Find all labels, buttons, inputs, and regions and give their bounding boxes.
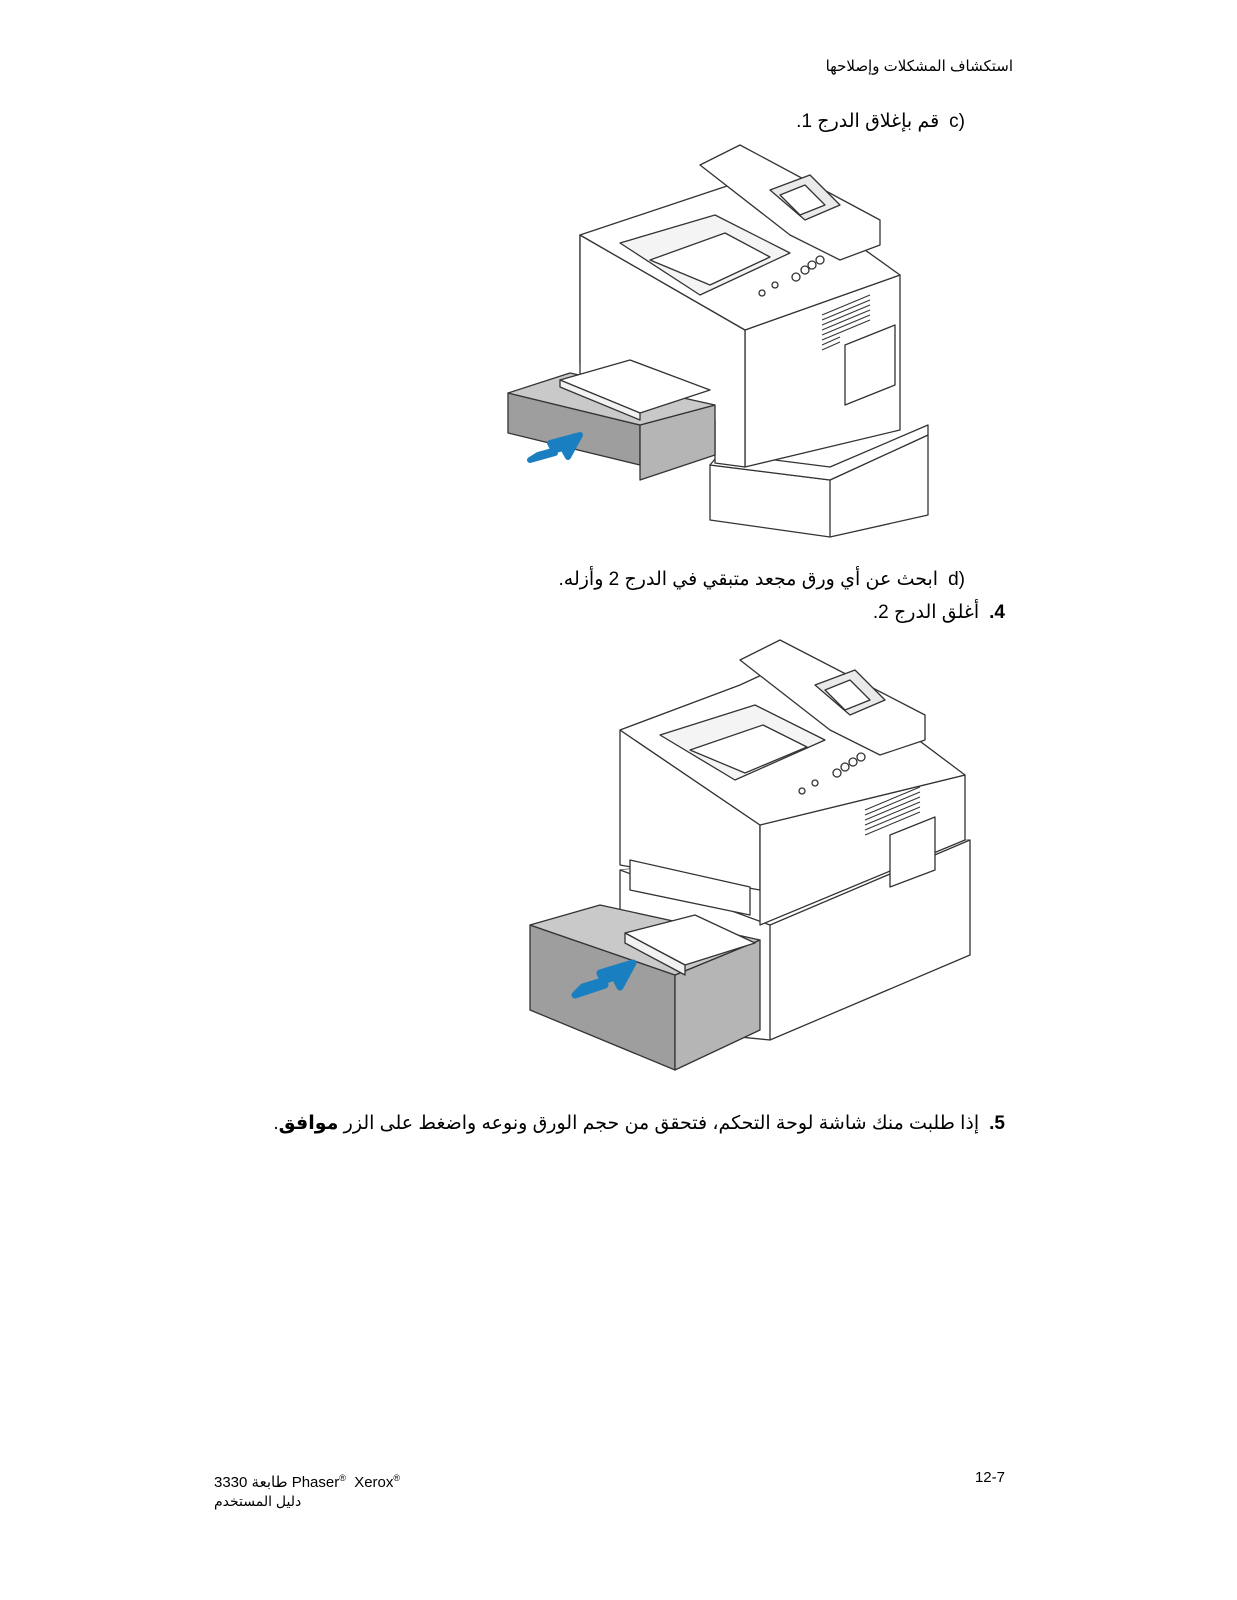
step-c bbox=[796, 110, 965, 133]
printer-tray-1-figure bbox=[500, 135, 940, 545]
step-4-number: 4. bbox=[989, 602, 1005, 623]
step-4-text: أغلق الدرج 2. bbox=[872, 602, 980, 623]
step-c-marker: c) bbox=[949, 111, 965, 132]
step-5-end: . bbox=[273, 1113, 279, 1134]
ok-button-label: موافق bbox=[278, 1113, 339, 1134]
page-number: 12-7 bbox=[974, 1469, 1005, 1486]
step-5-number: 5. bbox=[989, 1113, 1005, 1134]
footer-model: 3330 bbox=[214, 1474, 248, 1491]
footer-product-name: Phaser bbox=[291, 1474, 340, 1491]
header-title: استكشاف المشكلات وإصلاحها bbox=[825, 58, 1013, 75]
step-5 bbox=[273, 1112, 1005, 1135]
footer-brand: Xerox bbox=[354, 1474, 394, 1491]
footer-guide: دليل المستخدم bbox=[214, 1493, 302, 1509]
step-d-text: ابحث عن أي ورق مجعد متبقي في الدرج 2 وأزله. bbox=[558, 569, 939, 590]
step-d bbox=[559, 568, 966, 591]
step-c-text: قم بإغلاق الدرج 1. bbox=[796, 111, 940, 132]
footer-reg-mark-2: ® bbox=[393, 1473, 401, 1483]
footer-product bbox=[214, 1469, 400, 1511]
footer-printer-word: طابعة bbox=[251, 1474, 288, 1491]
printer-tray-2-figure bbox=[525, 625, 980, 1080]
footer-reg-mark: ® bbox=[339, 1473, 346, 1483]
footer-product-line bbox=[214, 1469, 400, 1492]
step-5-text: إذا طلبت منك شاشة لوحة التحكم، فتحقق من حجم الورق ونوعه واضغط على الزر bbox=[338, 1113, 980, 1134]
step-4 bbox=[873, 601, 1005, 624]
step-d-marker: d) bbox=[948, 569, 965, 590]
